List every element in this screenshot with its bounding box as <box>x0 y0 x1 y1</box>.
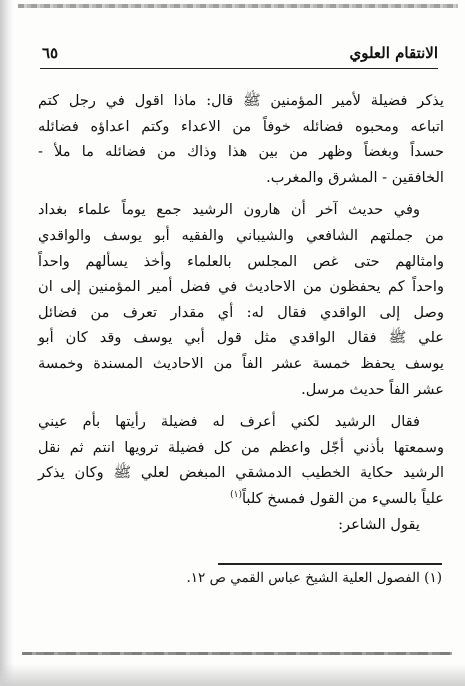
text-line <box>38 486 444 512</box>
text-line: وامثالهم حتى غص المجلس بالعلماء وأخذ يسألهم واحداً <box>38 252 444 270</box>
text-line: اتباعه ومحبوه فضائله خوفاً من الاعداء وكتم اعداؤه فضائله <box>38 117 444 135</box>
text-line: يقول الشاعر: <box>338 515 420 533</box>
body-text <box>38 88 444 537</box>
footnote: (١) الفصول العلية الشيخ عباس القمي ص ١٢. <box>186 570 442 586</box>
text-line-content: علياً بالسيء من القول فمسخ كلباً <box>241 489 444 507</box>
footnote-separator <box>218 563 442 565</box>
page-number: ٦٥ <box>42 44 59 62</box>
text-line: يوسف يحفظ خمسة عشر الفاً من الاحاديث المسندة وخمسة <box>38 354 444 372</box>
text-line: حسداً وبغضاً وظهر من بين هذا وذاك من فضائله ما ملأ - <box>38 143 444 161</box>
text-line: واحداً كم يحفظون من الاحاديث في فضل أمير المؤمنين إلى ان <box>38 278 444 296</box>
scan-bottom-border <box>22 652 452 655</box>
text-line: فقال الرشيد لكني أعرف له فضيلة رأيتها بأم عيني <box>38 413 420 431</box>
text-line: يذكر فضيلة لأمير المؤمنين ﷺ قال: ماذا اقول في رجل كتم <box>38 92 444 109</box>
page-edge-shadow <box>0 0 14 686</box>
text-line: من جملتهم الشافعي والشيباني والفقيه أبو يوسف والواقدي <box>38 226 444 244</box>
text-line: الخافقين - المشرق والمغرب. <box>266 168 444 186</box>
text-line: عشر الفاً حديث مرسل. <box>301 380 444 398</box>
text-line: علي ﷺ فقال الواقدي مثل قول أبي يوسف وقد كان أبو <box>38 329 444 347</box>
page-bottom-shadow <box>0 664 465 686</box>
text-line: وصل إلى الواقدي فقال له: أي مقدار تعرف من فضائل <box>38 303 444 321</box>
text-line: وسمعتها بأذني أجّل واعظم من كل فضيلة ترويها انتم ثم نقل <box>38 438 444 456</box>
page-header <box>40 42 438 69</box>
text-line: وفي حديث آخر أن هارون الرشيد جمع يوماً علماء بغداد <box>38 201 420 219</box>
text-line: الرشيد حكاية الخطيب الدمشقي المبغض لعلي ﷺ وكان يذكر <box>38 464 444 482</box>
running-title: الانتقام العلوي <box>349 44 438 62</box>
footnote-reference: (١) <box>230 490 242 501</box>
scan-top-border <box>18 4 458 8</box>
